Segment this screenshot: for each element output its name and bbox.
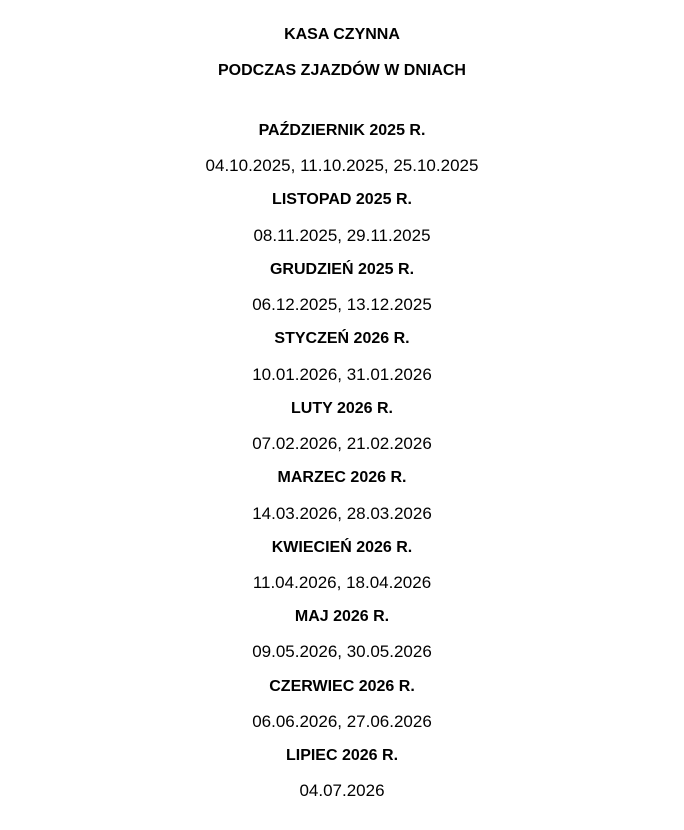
month-dates-april-2026: 11.04.2026, 18.04.2026 <box>252 573 432 592</box>
month-heading-july-2026: LIPIEC 2026 R. <box>285 747 399 764</box>
month-dates-october-2025: 04.10.2025, 11.10.2025, 25.10.2025 <box>205 156 479 175</box>
month-heading-may-2026: MAJ 2026 R. <box>294 608 390 625</box>
month-dates-july-2026: 04.07.2026 <box>299 781 385 800</box>
month-heading-january-2026: STYCZEŃ 2026 R. <box>274 330 410 347</box>
month-dates-may-2026: 09.05.2026, 30.05.2026 <box>252 642 432 661</box>
month-dates-february-2026: 07.02.2026, 21.02.2026 <box>252 434 432 453</box>
month-dates-december-2025: 06.12.2025, 13.12.2025 <box>252 295 432 314</box>
page-title: KASA CZYNNA <box>284 26 400 43</box>
month-dates-january-2026: 10.01.2026, 31.01.2026 <box>252 365 432 384</box>
month-dates-march-2026: 14.03.2026, 28.03.2026 <box>252 504 432 523</box>
month-dates-november-2025: 08.11.2025, 29.11.2025 <box>253 226 431 245</box>
month-dates-june-2026: 06.06.2026, 27.06.2026 <box>252 712 432 731</box>
month-heading-november-2025: LISTOPAD 2025 R. <box>272 191 412 208</box>
month-heading-february-2026: LUTY 2026 R. <box>291 400 393 417</box>
month-heading-december-2025: GRUDZIEŃ 2025 R. <box>269 261 415 278</box>
month-heading-march-2026: MARZEC 2026 R. <box>277 469 407 486</box>
month-heading-october-2025: PAŹDZIERNIK 2025 R. <box>258 122 426 139</box>
month-heading-june-2026: CZERWIEC 2026 R. <box>269 678 415 695</box>
month-heading-april-2026: KWIECIEŃ 2026 R. <box>271 539 413 556</box>
page-subtitle: PODCZAS ZJAZDÓW W DNIACH <box>218 62 466 79</box>
